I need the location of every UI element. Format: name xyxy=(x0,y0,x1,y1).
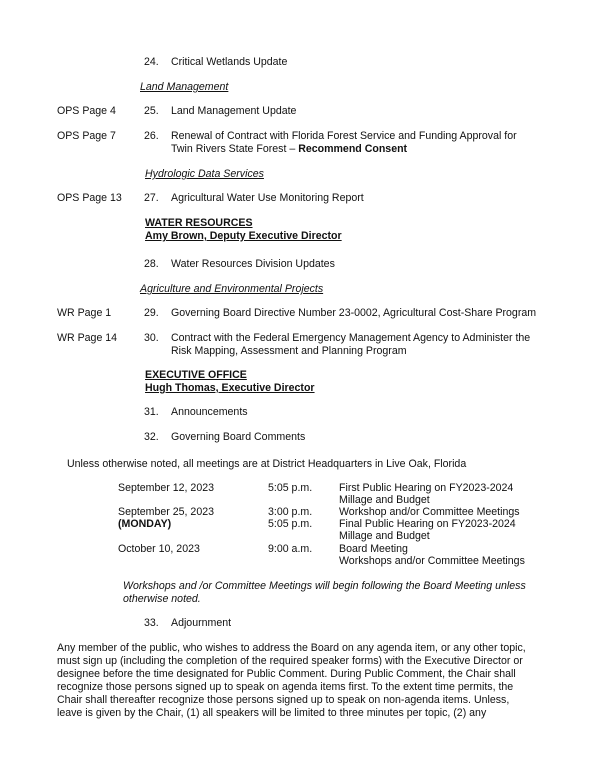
item-32-text: Governing Board Comments xyxy=(171,431,306,443)
workshop-note-line1: Workshops and /or Committee Meetings will begin following the Board Meeting unless xyxy=(123,580,526,592)
schedule-desc-1b: Millage and Budget xyxy=(339,494,430,506)
item-28-text: Water Resources Division Updates xyxy=(171,258,335,270)
item-27-page-ref: OPS Page 13 xyxy=(57,192,122,204)
item-26-text-line1: Renewal of Contract with Florida Forest Service and Funding Approval for xyxy=(171,130,517,142)
schedule-time-1: 5:05 p.m. xyxy=(268,482,313,494)
item-30-number: 30. xyxy=(144,332,159,344)
item-24-text: Critical Wetlands Update xyxy=(171,56,288,68)
public-comment-line-6: leave is given by the Chair, (1) all speakers will be limited to three minutes per topic, (2) any xyxy=(57,707,487,719)
schedule-time-4: 9:00 a.m. xyxy=(268,543,313,555)
public-comment-line-3: designee before the time designated for Public Comment. During Public Comment, the Chair shall xyxy=(57,668,516,680)
public-comment-line-4: recognize those persons signed up to speak on agenda items first. To the extent time permits, the xyxy=(57,681,514,693)
item-27-text: Agricultural Water Use Monitoring Report xyxy=(171,192,364,204)
item-28-number: 28. xyxy=(144,258,159,270)
schedule-desc-3a: Final Public Hearing on FY2023-2024 xyxy=(339,518,516,530)
item-26-text-line2-body: Twin Rivers State Forest – xyxy=(171,143,296,155)
item-26-text-line2 xyxy=(171,143,407,156)
item-33-number: 33. xyxy=(144,617,159,629)
schedule-desc-2a: Workshop and/or Committee Meetings xyxy=(339,506,520,518)
public-comment-line-2: must sign up (including the completion of the required speaker forms) with the Executive Director or xyxy=(57,655,523,667)
item-29-number: 29. xyxy=(144,307,159,319)
schedule-desc-3b: Millage and Budget xyxy=(339,530,430,542)
subheading-hydrologic-data: Hydrologic Data Services xyxy=(145,168,264,180)
item-29-page-ref: WR Page 1 xyxy=(57,307,112,319)
item-26-number: 26. xyxy=(144,130,159,142)
item-32-number: 32. xyxy=(144,431,159,443)
item-26-page-ref: OPS Page 7 xyxy=(57,130,116,142)
section-heading-executive-office: EXECUTIVE OFFICE xyxy=(145,369,247,381)
water-resources-director: Amy Brown, Deputy Executive Director xyxy=(145,230,342,242)
recommend-consent-label: Recommend Consent xyxy=(298,143,408,155)
item-25-page-ref: OPS Page 4 xyxy=(57,105,116,117)
schedule-desc-4a: Board Meeting xyxy=(339,543,408,555)
meetings-location-note: Unless otherwise noted, all meetings are at District Headquarters in Live Oak, Florida xyxy=(67,458,467,470)
item-31-text: Announcements xyxy=(171,406,248,418)
item-30-text-line2: Risk Mapping, Assessment and Planning Program xyxy=(171,345,407,357)
schedule-time-3: 5:05 p.m. xyxy=(268,518,313,530)
schedule-desc-1a: First Public Hearing on FY2023-2024 xyxy=(339,482,514,494)
schedule-time-2: 3:00 p.m. xyxy=(268,506,313,518)
schedule-date-1: September 12, 2023 xyxy=(118,482,215,494)
item-29-text: Governing Board Directive Number 23-0002, Agricultural Cost-Share Program xyxy=(171,307,537,319)
executive-director: Hugh Thomas, Executive Director xyxy=(145,382,315,394)
item-30-page-ref: WR Page 14 xyxy=(57,332,118,344)
subheading-agriculture-environmental: Agriculture and Environmental Projects xyxy=(140,283,324,295)
item-33-text: Adjournment xyxy=(171,617,232,629)
schedule-date-4: October 10, 2023 xyxy=(118,543,200,555)
section-heading-water-resources: WATER RESOURCES xyxy=(145,217,253,229)
schedule-date-2: September 25, 2023 xyxy=(118,506,215,518)
item-27-number: 27. xyxy=(144,192,159,204)
schedule-desc-4b: Workshops and/or Committee Meetings xyxy=(339,555,525,567)
item-25-text: Land Management Update xyxy=(171,105,297,117)
item-30-text-line1: Contract with the Federal Emergency Management Agency to Administer the xyxy=(171,332,531,344)
schedule-date-3: (MONDAY) xyxy=(118,518,172,530)
item-31-number: 31. xyxy=(144,406,159,418)
public-comment-line-1: Any member of the public, who wishes to address the Board on any agenda item, or any other topic, xyxy=(57,642,526,654)
subheading-land-management: Land Management xyxy=(140,81,229,93)
workshop-note-line2: otherwise noted. xyxy=(123,593,201,605)
item-24-number: 24. xyxy=(144,56,159,68)
public-comment-line-5: Chair shall thereafter recognize those persons signed up to speak on non-agenda items. Unless, xyxy=(57,694,510,706)
item-25-number: 25. xyxy=(144,105,159,117)
